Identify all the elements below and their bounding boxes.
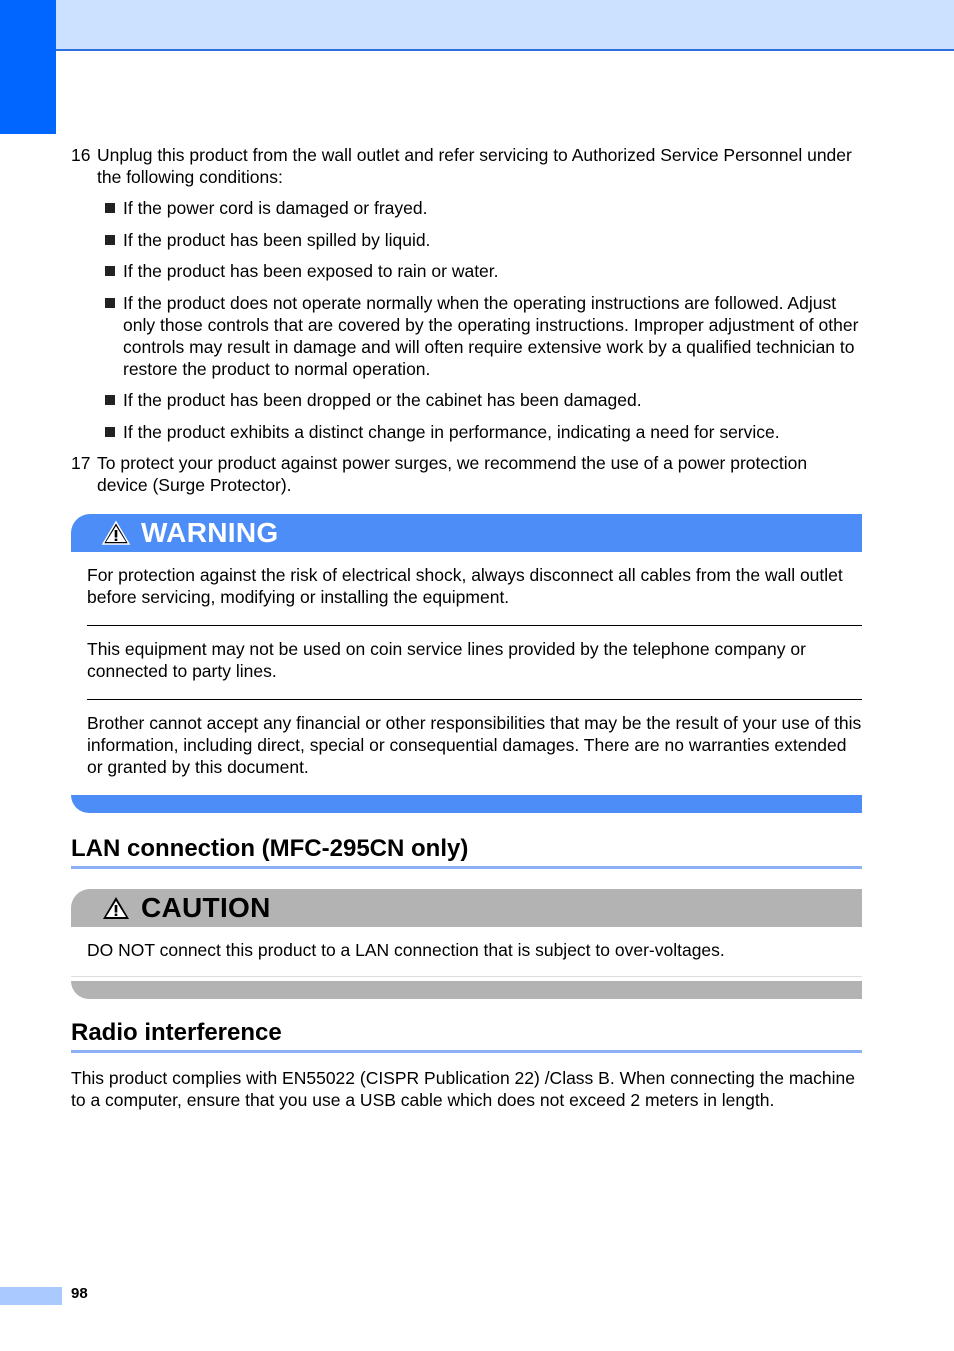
header-band	[0, 0, 954, 51]
caution-box	[71, 889, 862, 999]
numbered-item-17	[71, 452, 862, 496]
square-bullet-icon	[105, 427, 115, 437]
item-number: 17	[71, 453, 91, 473]
warning-paragraph: Brother cannot accept any financial or other responsibilities that may be the result of your use of this information, including direct, special or consequential damages. There are no warranties extended or granted by this document.	[87, 713, 862, 777]
chapter-tab	[0, 0, 56, 134]
warning-paragraph: This equipment may not be used on coin service lines provided by the telephone company or connected to party lines.	[87, 626, 862, 700]
list-item: If the product has been dropped or the cabinet has been damaged.	[105, 389, 862, 411]
warning-banner	[71, 514, 862, 552]
list-item: If the product has been exposed to rain or water.	[105, 260, 862, 282]
caution-banner	[71, 889, 862, 927]
list-item: If the product does not operate normally when the operating instructions are followed. Adjust only those controls that are covered by the operating instructions. Improper adjustment of other controls may result in damage and will often require extensive work by a qualified technician to restore the product to normal operation.	[105, 292, 862, 380]
warning-triangle-icon	[101, 520, 131, 546]
numbered-item-16	[71, 144, 862, 188]
caution-triangle-icon	[101, 895, 131, 921]
item-text: Unplug this product from the wall outlet and refer servicing to Authorized Service Personnel under the following conditions:	[97, 145, 852, 187]
radio-section-heading: Radio interference	[71, 1022, 862, 1053]
square-bullet-icon	[105, 298, 115, 308]
warning-body	[71, 552, 862, 795]
page-content	[71, 144, 862, 1111]
warning-paragraph: For protection against the risk of electrical shock, always disconnect all cables from the wall outlet before servicing, modifying or installing the equipment.	[87, 552, 862, 626]
page-number: 98	[71, 1285, 88, 1302]
caution-footer-bar	[71, 981, 862, 999]
item-number: 16	[71, 145, 91, 165]
square-bullet-icon	[105, 203, 115, 213]
conditions-list	[105, 197, 862, 443]
warning-footer-bar	[71, 795, 862, 813]
list-item: If the product exhibits a distinct change in performance, indicating a need for service.	[105, 421, 862, 443]
list-item: If the power cord is damaged or frayed.	[105, 197, 862, 219]
caution-text: DO NOT connect this product to a LAN connection that is subject to over-voltages.	[71, 927, 862, 977]
page-number-tab	[0, 1287, 62, 1305]
square-bullet-icon	[105, 395, 115, 405]
radio-paragraph: This product complies with EN55022 (CISPR Publication 22) /Class B. When connecting the machine to a computer, ensure that you use a USB cable which does not exceed 2 meters in length.	[71, 1068, 855, 1110]
square-bullet-icon	[105, 266, 115, 276]
list-item: If the product has been spilled by liquid.	[105, 229, 862, 251]
square-bullet-icon	[105, 235, 115, 245]
item-text: To protect your product against power surges, we recommend the use of a power protection device (Surge Protector).	[97, 453, 808, 495]
caution-title: CAUTION	[141, 892, 271, 923]
warning-title: WARNING	[141, 517, 279, 548]
lan-section-heading: LAN connection (MFC-295CN only)	[71, 838, 862, 869]
